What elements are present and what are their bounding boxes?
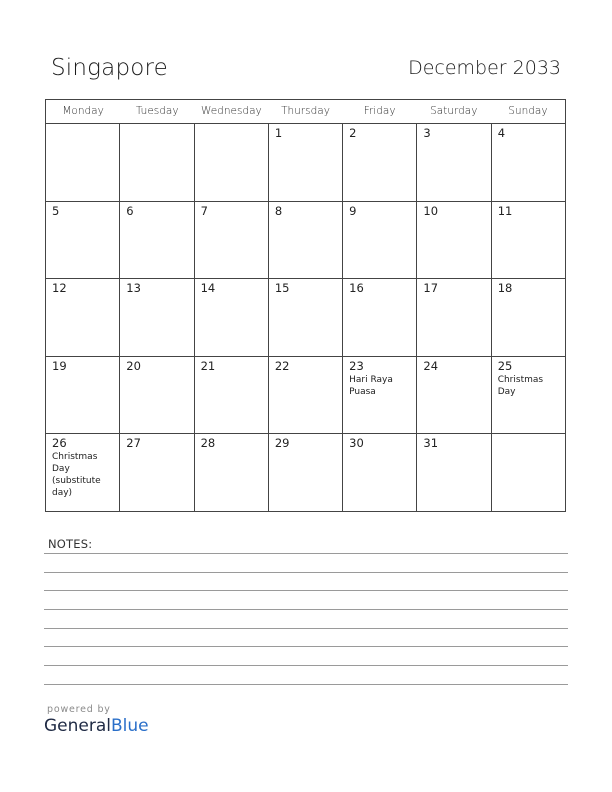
calendar-day-cell [195, 434, 269, 512]
day-number: 3 [423, 126, 431, 140]
calendar-day-cell [46, 357, 120, 434]
weekday-header-thursday: Thursday [281, 105, 330, 117]
note-line [44, 590, 568, 591]
holiday-label: Christmas Day [497, 374, 544, 397]
day-number: 2 [349, 126, 357, 140]
weekday-header-monday: Monday [62, 105, 104, 117]
day-number: 12 [52, 281, 67, 296]
calendar-weeks [46, 124, 565, 512]
day-number: 26 [52, 436, 67, 451]
calendar-day-cell [195, 202, 269, 279]
holiday-label: Christmas Day (substitute day) [52, 452, 101, 499]
weekday-header-wednesday: Wednesday [200, 105, 262, 117]
day-number: 13 [126, 281, 141, 296]
calendar-day-cell [269, 202, 343, 279]
calendar-day-cell [417, 279, 491, 356]
note-line [44, 665, 568, 666]
day-number: 10 [423, 203, 439, 218]
calendar-day-cell [46, 279, 120, 356]
calendar-day-cell [343, 279, 417, 356]
day-number: 30 [349, 436, 364, 451]
day-number: 18 [497, 281, 513, 296]
day-number: 8 [274, 203, 283, 218]
day-number: 23 [349, 358, 364, 373]
brand-blue-text: Blue [111, 716, 149, 736]
calendar-day-cell [195, 124, 269, 201]
calendar-day-cell [46, 434, 120, 512]
weekday-header-friday: Friday [363, 105, 396, 117]
day-number: 22 [274, 358, 290, 373]
day-number: 6 [126, 203, 134, 218]
calendar-day-cell [417, 124, 491, 201]
day-number: 7 [200, 203, 208, 218]
day-number: 28 [200, 436, 216, 451]
calendar-day-cell [417, 202, 491, 279]
calendar-day-cell [343, 202, 417, 279]
calendar-day-cell [343, 357, 417, 434]
note-line [44, 646, 568, 647]
calendar-day-cell [343, 124, 417, 201]
day-number: 31 [423, 436, 439, 451]
day-number: 16 [349, 281, 364, 296]
calendar-day-cell [492, 124, 565, 201]
weekday-header-sunday: Sunday [508, 105, 548, 117]
calendar-day-cell [492, 279, 565, 356]
weekday-header-tuesday: Tuesday [135, 105, 179, 117]
calendar-week-row [46, 357, 565, 435]
calendar-day-cell [492, 434, 565, 512]
day-number: 1 [274, 126, 283, 140]
calendar-day-cell [343, 434, 417, 512]
note-line [44, 684, 568, 685]
calendar-day-cell [195, 279, 269, 356]
day-number: 27 [126, 436, 141, 451]
calendar-day-cell [120, 202, 194, 279]
calendar-day-cell [417, 357, 491, 434]
calendar-day-cell [417, 434, 491, 512]
generalblue-logo [44, 716, 149, 736]
day-number: 24 [423, 358, 439, 373]
calendar-day-cell [269, 124, 343, 201]
calendar-week-row [46, 202, 565, 280]
calendar-week-row [46, 279, 565, 357]
weekday-header-saturday: Saturday [430, 105, 478, 117]
day-number: 14 [200, 281, 216, 296]
calendar-day-cell [46, 124, 120, 201]
day-number: 5 [52, 203, 60, 218]
calendar-day-cell [269, 434, 343, 512]
day-number: 19 [52, 358, 67, 373]
calendar-day-cell [120, 434, 194, 512]
holiday-label: Hari Raya Puasa [349, 374, 393, 397]
note-line [44, 628, 568, 629]
calendar-month-year: December 2033 [408, 57, 561, 79]
calendar-day-cell [492, 357, 565, 434]
calendar-day-cell [492, 202, 565, 279]
note-line [44, 553, 568, 554]
calendar-week-row [46, 434, 565, 512]
note-line [44, 572, 568, 573]
day-number: 25 [497, 358, 513, 373]
day-number: 21 [200, 358, 216, 373]
day-number: 15 [274, 281, 290, 296]
calendar-country-title: Singapore [51, 55, 169, 81]
notes-label: NOTES: [48, 537, 93, 551]
day-number: 4 [497, 126, 506, 140]
calendar-day-cell [46, 202, 120, 279]
calendar-day-cell [120, 279, 194, 356]
day-number: 29 [274, 436, 290, 451]
day-number: 17 [423, 281, 439, 296]
day-number: 20 [126, 358, 141, 373]
note-line [44, 609, 568, 610]
brand-general-text: General [44, 716, 111, 736]
calendar-week-row [46, 124, 565, 202]
day-number: 11 [497, 203, 513, 218]
weekday-header-row [46, 100, 565, 124]
day-number: 9 [349, 203, 357, 218]
calendar-day-cell [120, 124, 194, 201]
calendar-day-cell [269, 357, 343, 434]
calendar-day-cell [269, 279, 343, 356]
powered-by-text: powered by [47, 704, 111, 715]
calendar-day-cell [120, 357, 194, 434]
calendar-day-cell [195, 357, 269, 434]
calendar-grid [45, 99, 566, 512]
